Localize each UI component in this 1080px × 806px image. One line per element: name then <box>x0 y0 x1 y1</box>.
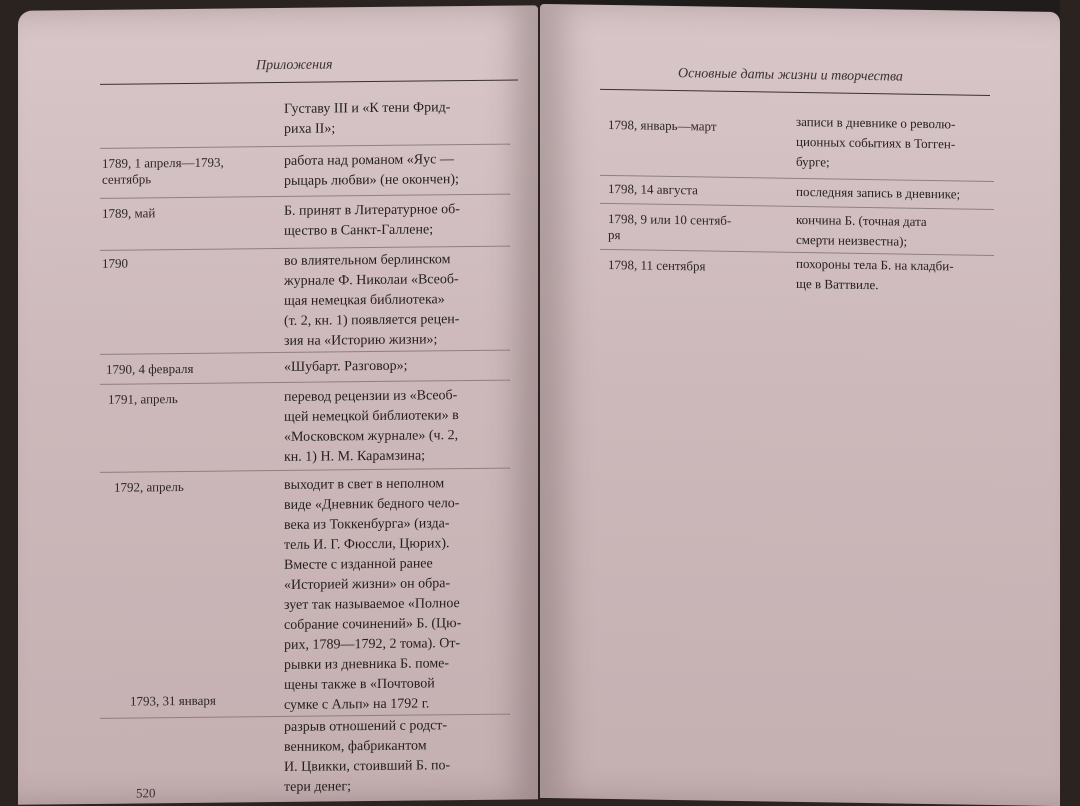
left-entry-3-date: 1790 <box>102 255 128 271</box>
right-entry-3-text: похороны тела Б. на кладби- ще в Ваттвиле. <box>796 255 954 293</box>
left-entry-6-text: выходит в свет в неполном виде «Дневник бедного чело- века из Токкенбурга» (изда- тель И. Г. Фюссли, Цюрих). Вместе с изданной ранее «Историей жизни» он обра- зует так называемое «Полное собрание сочинений» Б. (Цю- рих, 1789—1792, 2 тома). От- рывки из дневника Б. поме- щены также в «Почтовой сумке с Альп» на 1792 г. <box>284 476 462 713</box>
entry-divider <box>100 194 510 199</box>
right-entry-2-text: кончина Б. (точная дата смерти неизвестна); <box>796 211 927 249</box>
left-entry-5-date: 1791, апрель <box>108 391 178 407</box>
right-entry-2-date: 1798, 9 или 10 сентяб- ря <box>608 210 732 243</box>
right-entry-3-date: 1798, 11 сентября <box>608 256 706 274</box>
left-page <box>18 5 538 804</box>
left-entry-2-date: 1789, май <box>102 205 156 221</box>
left-entry-5-text: перевод рецензии из «Всеоб- щей немецкой библиотеки» в «Московском журнале» (ч. 2, кн. 1) Н. М. Карамзина; <box>284 388 459 465</box>
right-entry-0-date: 1798, январь—март <box>608 116 717 134</box>
left-entry-7-date: 1793, 31 января <box>130 692 216 709</box>
left-entry-1-text: работа над романом «Яус — рыцарь любви» (не окончен); <box>284 152 459 189</box>
header-rule-right <box>600 89 990 96</box>
right-entry-1-text: последняя запись в дневнике; <box>796 183 961 202</box>
entry-divider <box>100 380 510 385</box>
left-entry-4-text: «Шубарт. Разговор»; <box>284 358 408 375</box>
left-entry-0-text: Густаву III и «К тени Фрид- риха II»; <box>284 100 451 137</box>
left-entry-4-date: 1790, 4 февраля <box>106 360 194 377</box>
entry-divider <box>100 144 510 149</box>
left-entry-1-date: 1789, 1 апреля—1793, сентябрь <box>102 154 224 187</box>
page-number: 520 <box>136 785 156 801</box>
left-page-header: Приложения <box>256 57 333 74</box>
left-entry-3-text: во влиятельном берлинском журнале Ф. Николаи «Всеоб- щая немецкая библиотека» (т. 2, кн. 1) появляется рецен- зия на «Историю жизни»; <box>284 252 460 349</box>
right-entry-0-text: записи в дневнике о револю- ционных событиях в Тогген- бурге; <box>796 113 956 170</box>
entry-divider <box>100 468 510 473</box>
header-rule-left <box>100 79 518 84</box>
right-entry-1-date: 1798, 14 августа <box>608 180 698 198</box>
left-entry-7-text: разрыв отношений с родст- венником, фабрикантом И. Цвикки, стоивший Б. по- тери денег; <box>284 718 451 795</box>
left-entry-2-text: Б. принят в Литературное об- щество в Санкт-Галлене; <box>284 202 460 239</box>
right-page-header: Основные даты жизни и творчества <box>678 66 903 85</box>
left-entry-6-date: 1792, апрель <box>114 478 184 495</box>
right-page <box>540 4 1060 806</box>
